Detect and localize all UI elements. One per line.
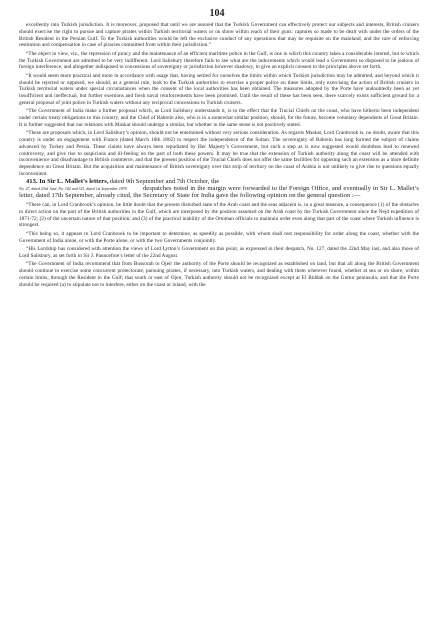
paragraph-lead-rest: dated 9th September and 7th October, the bbox=[109, 178, 220, 186]
quoted-paragraph: “This being so, it appears to Lord Cranbrook to be important to determine, as speedily as possible, with whom shall rest responsibility for order along the coast, whether with the Government of India alone, or with the Porte alone, or with the two Governments conjointly. bbox=[19, 230, 419, 244]
quoted-paragraph: “The Government of India make a further proposal which, as Lord Salisbury understands it, is to the effect that the Trucial Chiefs on the coast, who have hitherto been independent under certain treaty obligations to this country, and the Chief of Bahrein also, who is in a somewhat similar position, should, for the future, become voluntary dependents of Great Britain. It is further suggested that our relations with Maskat should undergo a similar, but whether in the same sense is not positively stated. bbox=[19, 108, 419, 128]
page-number: 104 bbox=[209, 8, 225, 19]
quoted-paragraph: “It would seem more practical and more in accordance with usage that, having settled for ourselves the limits within which Turkish jurisdiction may be admitted, and beyond which it should be rejected or opposed, we should, as a general rule, look to the Turkish authorities to exercise a proper police on these limits, only exercising the action of British cruisers in Turkish territorial waters under special circumstances when the consent of the local authorities has been obtained. The measures adopted by the Porte have undoubtedly been as yet insufficient and ineffectual, but further exertions and fresh naval reinforcements have been promised. Until the result of these has been seen, there scarcely exists sufficient ground for a general proposal of joint police in Turkish waters without any reciprocal concessions to Turkish cruisers. bbox=[19, 72, 419, 106]
quoted-paragraph: “The object in view, viz., the repression of piracy and the maintenance of an efficient maritime police in the Gulf, is one in which this country takes a considerable interest, but to which the Turkish Government are admitted to be very indifferent. Lord Salisbury therefore fails to see what are the inducements which would lead a Government so disposed to be jealous of foreign interference, and altogether indisposed to concessions of sovereignty or jurisdiction however shadowy, to give an explicit consent to the principles above set forth. bbox=[19, 50, 419, 71]
quoted-paragraph: “These are proposals which, in Lord Salisbury’s opinion, should not be entertained without very serious consideration. As regards Maskat, Lord Cranbrook is, no doubt, aware that this country is under an engagement with France (dated March 10th 1862) to respect the independence of the Sultan. The sovereignty of Bahrein has long formed the subject of claims advanced by Turkey and Persia. These claims have always been repudiated by Her Majesty’s Government, but such a step as is now suggested would doubtless lead to renewed controversy, and give rise to suspicions and ill-feeling on the part of both these powers. It may be true that the extension of Turkish authority along the coast will be attended with inconvenience and disadvantage to British commerce, and that the present position of the Trucial Chiefs does not offer the same facilities for opposing such an extension as a more definite dependence on Great Britain. But the acquisition and maintenance of British sovereignty over this strip of territory on the coast of Arabia is not unlikely to give rise to questions equally inconvenient. bbox=[19, 130, 419, 177]
numbered-paragraph-413 bbox=[19, 179, 419, 200]
paragraph-lead: 413. In Sir L. Mallet’s letters, bbox=[26, 178, 109, 186]
quoted-paragraph: “His Lordship has considered with attention the views of Lord Lytton’s Government on this point, as expressed in their despatch, No. 127, dated the 22nd May last, and also those of Lord Salisbury, as set forth in Sir J. Pauncefote’s letter of the 22nd August. bbox=[19, 246, 419, 259]
document-body bbox=[19, 22, 419, 290]
paragraph: excellently into Turkish jurisdiction. It is moreover, proposed that until we are assured that the Turkish Government can effectively protect our subjects and interests, British cruisers should exercise the right to pursue and capture pirates within Turkish territorial waters or on shore within reach of their guns: captures so made to be dealt with under the orders of the British Resident in the Persian Gulf. To the Turkish authorities would be left the exclusive conduct of any operations that may be requisite on the mainland, and the care of enforcing restitution and compensation in case of piracies committed from within their jurisdiction.” bbox=[19, 22, 419, 49]
paragraph-continuation: despatches noted in the margin were forwarded to the Foreign Office, and eventually in Sir L. Mallet’s letter, dated 17th September, already cited, the Secretary of State for India gave the following opinion on the general question :— bbox=[19, 185, 419, 200]
margin-note: No. 27, dated 23rd June, No. 102 and 321, dated 1st September 1879. bbox=[19, 187, 128, 192]
quoted-paragraph: “There can, in Lord Cranbrook’s opinion, be little doubt that the present disturbed state of the Arab coast and the seas adjacent is, in a great measure, a consequence (1) of the obstacles to direct action on the part of the British authorities in the Gulf, which are interposed by the position assumed on the Arab coast by the Turkish Government since the Nejd expedition of 1871-72; (2) of the uncertain nature of that position; and (3) of the practical inability of the Ottoman officials to maintain order even along that part of the coast where Turkish influence is strongest. bbox=[19, 202, 419, 229]
quoted-paragraph: “The Government of India recommend that from Bussorah to Ojeir the authority of the Porte should be recognized as established on land, but that all along the British Government should continue to exercise some concurrent protectorate, pursuing pirates, if necessary, into Turkish waters, and dealing with them wherever found, whether at sea or on shore, within certain limits, through the Resident in the Gulf; that south or east of Ojeir, Turkish authority should not be recognized except at El Biddah on the Guttur peninsula; and that the Porte should be required (a) to stipulate not to interfere, either on the coast or inland, with the bbox=[19, 261, 419, 288]
